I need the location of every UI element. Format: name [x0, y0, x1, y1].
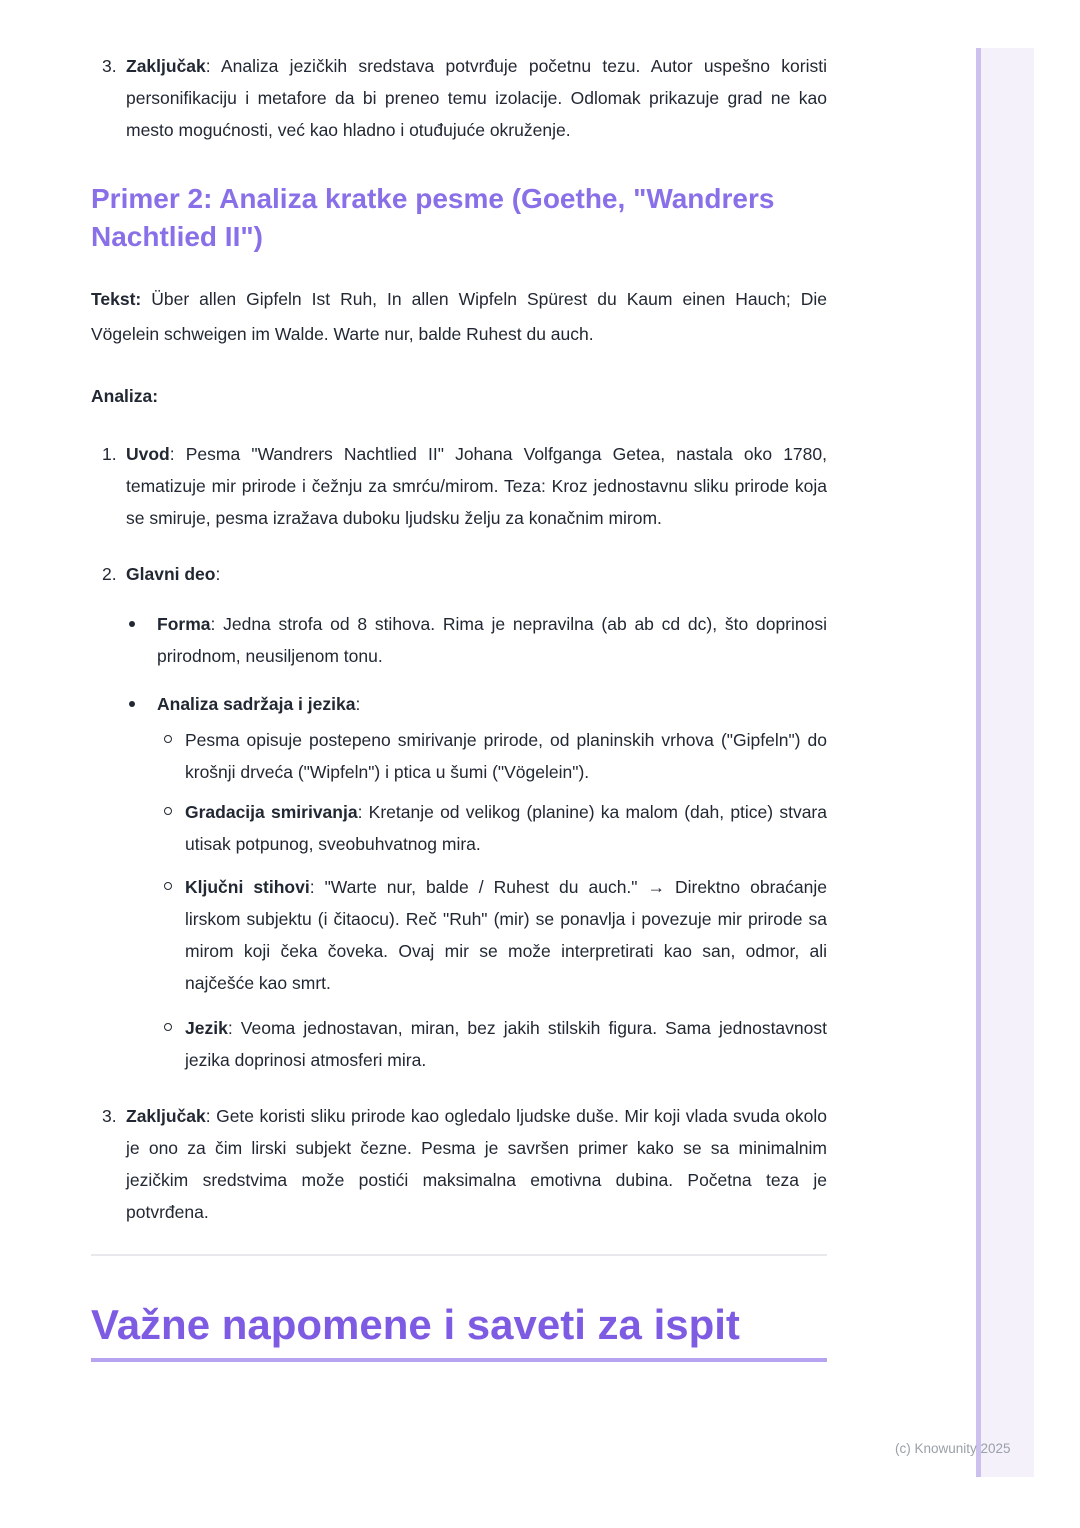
list-item-lead: Uvod [126, 444, 170, 464]
sub-bullet-text: Pesma opisuje postepeno smirivanje prirode, od planinskih vrhova ("Gipfeln") do krošnji drveća ("Wipfeln") i ptica u šumi ("Vögelein"). [185, 730, 827, 782]
copyright-watermark: (c) Knowunity 2025 [895, 1441, 1011, 1456]
page-edge-strip [976, 48, 1034, 1477]
paragraph-tekst [91, 282, 827, 352]
sub-bullet-lead: Gradacija smirivanja [185, 802, 358, 822]
list-item-text: : Gete koristi sliku prirode kao ogledalo ljudske duše. Mir koji vlada svuda okolo je ono za čim lirski subjekt čezne. Pesma je savršen primer kako se sa minimalnim jezičkim sredstvima može postići maksimalna emotivna dubina. Početna teza je potvrđena. [126, 1106, 827, 1222]
list-item-uvod [91, 438, 827, 534]
section-heading-vazne-napomene: Važne napomene i saveti za ispit [91, 1300, 827, 1362]
bullet-item-analiza-sadrzaja [126, 688, 827, 720]
section-heading-primer-2: Primer 2: Analiza kratke pesme (Goethe, "Wandrers Nachtlied II") [91, 183, 775, 252]
list-item-text: : Pesma "Wandrers Nachtlied II" Johana Volfganga Getea, nastala oko 1780, tematizuje mir prirode i čežnju za smrću/mirom. Teza: Kroz jednostavnu sliku prirode koja se smiruje, pesma izražava duboku ljudsku želju za konačnim mirom. [126, 444, 827, 528]
sub-bullet-lead: Jezik [185, 1018, 228, 1038]
bullet-item-forma [126, 608, 827, 672]
list-item-lead: Zaključak [126, 1106, 206, 1126]
sub-bullet-text: : Kretanje od velikog (planine) ka malom (dah, ptice) stvara utisak potpunog, sveobuhvatnog mira. [185, 802, 827, 854]
list-number: 1. [102, 444, 117, 464]
bullet-text: : Jedna strofa od 8 stihova. Rima je nepravilna (ab ab cd dc), što doprinosi prirodnom, neusiljenom tonu. [157, 614, 827, 666]
bullet-icon [129, 621, 135, 627]
circle-bullet-icon [164, 882, 172, 890]
sub-bullet-text: : "Warte nur, balde / Ruhest du auch." → Direktno obraćanje lirskom subjektu (i čitaocu). Reč "Ruh" (mir) se ponavlja i povezuje mir prirode sa mirom koji čeka čoveka. Ovaj mir se može interpretirati kao san, odmor, ali najčešće kao smrt. [185, 877, 827, 993]
list-item-zakljucak-prev [91, 50, 827, 146]
paragraph-analiza-label [91, 380, 827, 412]
list-item-lead: Glavni deo [126, 564, 216, 584]
bullet-icon [129, 701, 135, 707]
list-number: 2. [102, 564, 117, 584]
bullet-text: : [355, 694, 361, 714]
paragraph-lead: Tekst: [91, 289, 142, 309]
document-content [91, 0, 827, 1362]
paragraph-text: Über allen Gipfeln Ist Ruh, In allen Wipfeln Spürest du Kaum einen Hauch; Die Vögelein schweigen im Walde. Warte nur, balde Ruhest du auch. [91, 289, 827, 344]
list-number: 3. [102, 56, 117, 76]
circle-bullet-icon [164, 1023, 172, 1031]
list-item-glavni-deo [91, 558, 827, 590]
list-item-lead: Zaključak [126, 56, 206, 76]
section-divider [91, 1254, 827, 1256]
sub-bullet-item-kljucni-stihovi [157, 871, 827, 999]
sub-bullet-lead: Ključni stihovi [185, 877, 310, 897]
bullet-lead: Forma [157, 614, 211, 634]
circle-bullet-icon [164, 735, 172, 743]
list-item-text: : [215, 564, 221, 584]
sub-bullet-item-pesma-opisuje [157, 724, 827, 788]
list-item-text: : Analiza jezičkih sredstava potvrđuje početnu tezu. Autor uspešno koristi personifikaciju i metafore da bi preneo temu izolacije. Odlomak prikazuje grad ne kao mesto mogućnosti, već kao hladno i otuđujuće okruženje. [126, 56, 827, 140]
bullet-lead: Analiza sadržaja i jezika [157, 694, 356, 714]
sub-bullet-item-gradacija [157, 796, 827, 860]
sub-bullet-text: : Veoma jednostavan, miran, bez jakih stilskih figura. Sama jednostavnost jezika doprinosi atmosferi mira. [185, 1018, 827, 1070]
sub-bullet-item-jezik [157, 1012, 827, 1076]
list-item-zakljucak [91, 1100, 827, 1228]
circle-bullet-icon [164, 807, 172, 815]
list-number: 3. [102, 1106, 117, 1126]
paragraph-lead: Analiza: [91, 386, 159, 406]
